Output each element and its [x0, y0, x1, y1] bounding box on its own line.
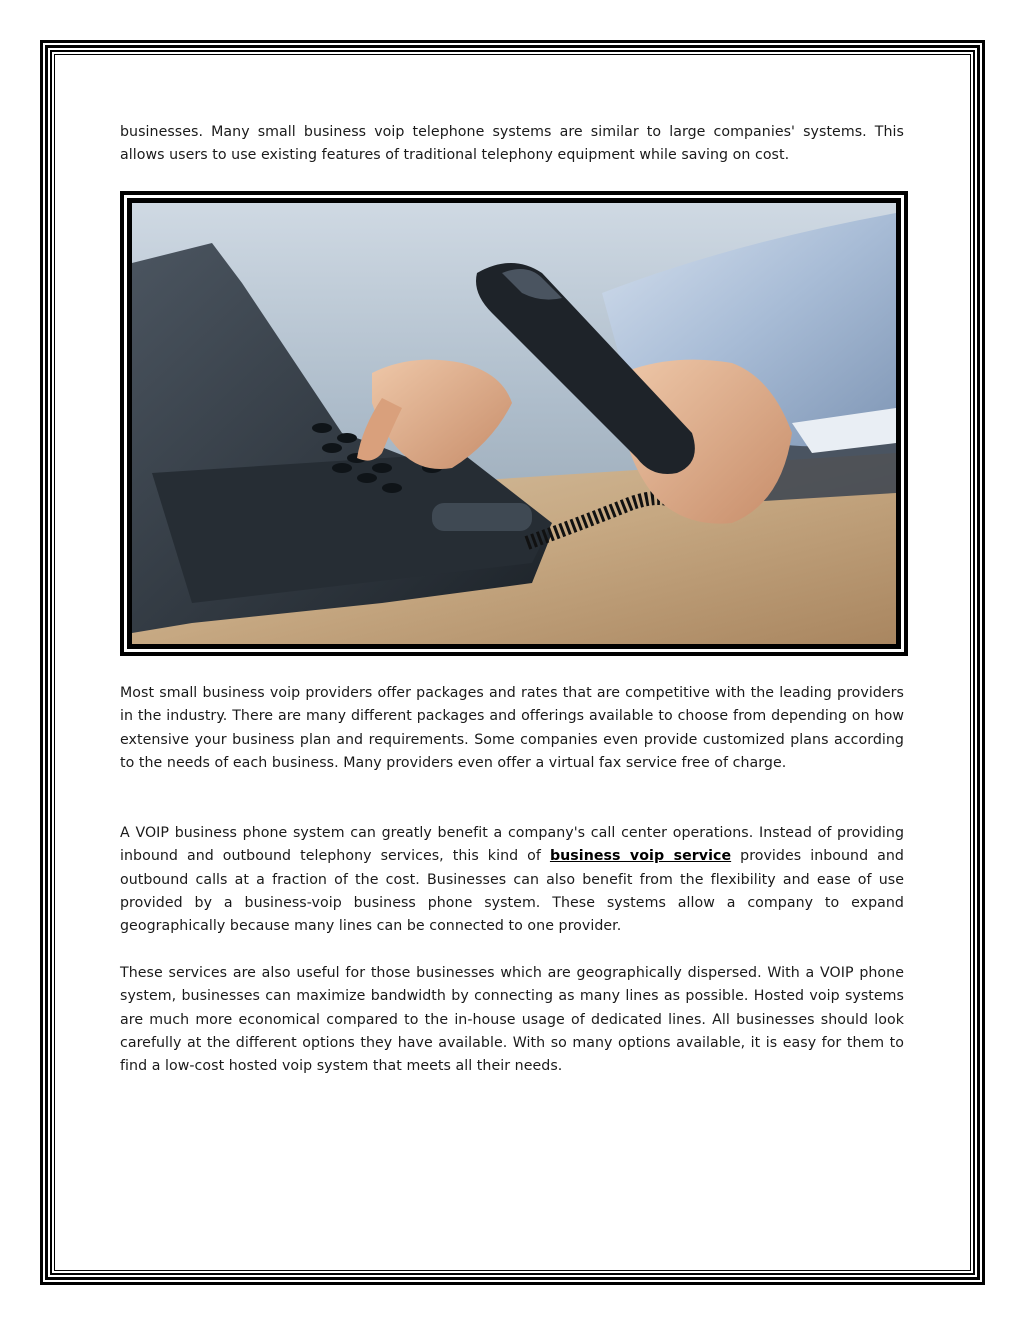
call-center-text-end: provides inbound and outbound calls at a fraction of the cost. Businesses can also benefit from the flexibility and ease of use provided by a business-voip business phone system. These systems allow a company to expand geographically because many lines can be connected to one provider.: [120, 848, 904, 935]
office-phone-photo: [132, 203, 896, 644]
dispersed-business-paragraph: These services are also useful for those businesses which are geographically dispersed. With a VOIP phone system, businesses can maximize bandwidth by connecting as many lines as possible. Hosted voip systems are much more economical compared to the in-house usage of dedicated lines. All businesses should look carefully at the different options they have available. With so many options available, it is easy for them to find a low-cost hosted voip system that meets all their needs.: [120, 965, 904, 1075]
packages-paragraph: Most small business voip providers offer packages and rates that are competitive with the leading providers in the industry. There are many different packages and offerings available to choose from depending on how extensive your business plan and requirements. Some companies even provide customized plans according to the needs of each business. Many providers even offer a virtual fax service free of charge.: [120, 685, 904, 771]
intro-paragraph: businesses. Many small business voip telephone systems are similar to large companies' systems. This allows users to use existing features of traditional telephony equipment while saving on cost.: [120, 124, 904, 164]
business-voip-service-link[interactable]: business voip service: [549, 848, 732, 865]
call-center-text-start: A VOIP business phone system can greatly benefit a company's call center operations. Instead of providing inbound and outbound telephony services, this kind of: [120, 825, 904, 865]
photo-frame: [120, 191, 908, 656]
call-center-paragraph: [120, 822, 904, 938]
